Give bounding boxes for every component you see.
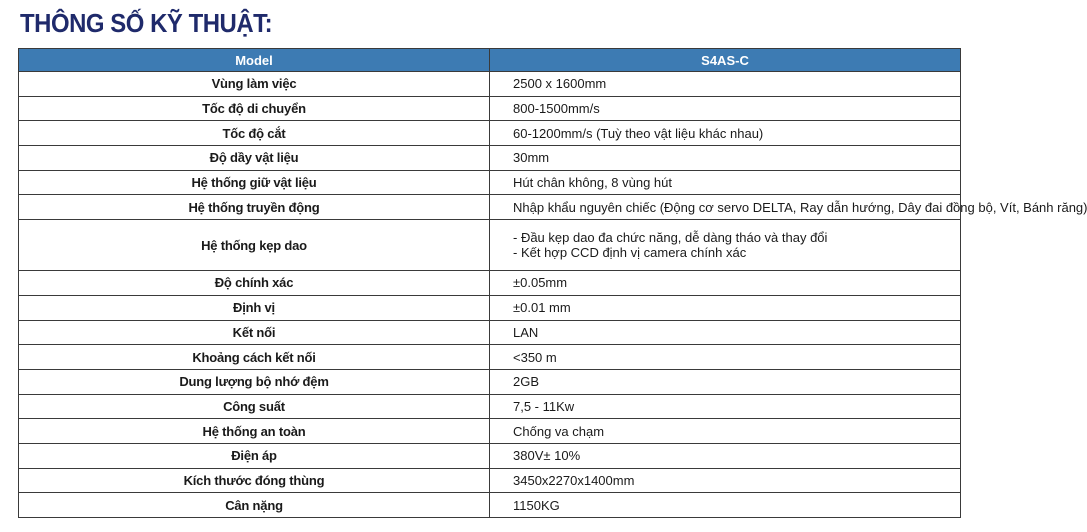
spec-value-line: 3450x2270x1400mm xyxy=(513,472,635,488)
spec-label: Hệ thống kẹp dao xyxy=(19,220,490,271)
spec-value xyxy=(490,121,961,146)
spec-value-line: Nhập khẩu nguyên chiếc (Động cơ servo DELTA, Ray dẫn hướng, Dây đai đồng bộ, Vít, Bánh răng) xyxy=(513,199,1087,215)
page-title: THÔNG SỐ KỸ THUẬT: xyxy=(20,8,273,38)
spec-label: Định vị xyxy=(19,295,490,320)
spec-label: Độ chính xác xyxy=(19,271,490,296)
spec-value xyxy=(490,146,961,171)
spec-value xyxy=(490,443,961,468)
spec-value xyxy=(490,419,961,444)
spec-value xyxy=(490,220,961,271)
spec-value xyxy=(490,195,1087,220)
table-row xyxy=(19,443,961,468)
spec-value xyxy=(490,369,961,394)
spec-value xyxy=(490,394,961,419)
spec-value-line: Chống va chạm xyxy=(513,423,605,439)
table-row xyxy=(19,394,961,419)
spec-table xyxy=(18,48,1087,518)
spec-table-body xyxy=(19,72,1087,518)
spec-value xyxy=(490,72,961,97)
spec-value xyxy=(490,271,961,296)
spec-value-line: 7,5 - 11Kw xyxy=(513,398,575,414)
spec-value xyxy=(490,320,961,345)
table-row xyxy=(19,493,961,518)
spec-label: Hệ thống an toàn xyxy=(19,419,490,444)
spec-value xyxy=(490,468,961,493)
spec-value xyxy=(490,170,961,195)
spec-value-line: ±0.05mm xyxy=(513,275,568,291)
spec-value-line: Hút chân không, 8 vùng hút xyxy=(513,175,673,191)
table-row xyxy=(19,345,961,370)
spec-label: Dung lượng bộ nhớ đệm xyxy=(19,369,490,394)
table-row xyxy=(19,295,961,320)
table-row xyxy=(19,146,961,171)
spec-label: Kết nối xyxy=(19,320,490,345)
spec-label: Tốc độ cắt xyxy=(19,121,490,146)
table-header-row xyxy=(19,49,961,72)
spec-label: Công suất xyxy=(19,394,490,419)
table-row xyxy=(19,468,961,493)
spec-value-line: 380V± 10% xyxy=(513,448,581,464)
spec-value xyxy=(490,96,961,121)
spec-value-line: 800-1500mm/s xyxy=(513,101,600,117)
spec-label: Cân nặng xyxy=(19,493,490,518)
table-row xyxy=(19,220,961,271)
table-row xyxy=(19,170,961,195)
table-row xyxy=(19,195,961,220)
spec-value-line: LAN xyxy=(513,324,539,340)
spec-label: Hệ thống truyền động xyxy=(19,195,490,220)
header-model-value: S4AS-C xyxy=(490,49,961,72)
spec-label: Kích thước đóng thùng xyxy=(19,468,490,493)
spec-value-line: 30mm xyxy=(513,150,550,166)
spec-label: Điện áp xyxy=(19,443,490,468)
spec-label: Tốc độ di chuyển xyxy=(19,96,490,121)
header-model-label: Model xyxy=(19,49,490,72)
spec-value-line: 1150KG xyxy=(513,497,560,513)
spec-value-line: 2GB xyxy=(513,374,540,390)
spec-value-line: <350 m xyxy=(513,349,557,365)
spec-value xyxy=(490,345,961,370)
spec-value-line: 60-1200mm/s (Tuỳ theo vật liệu khác nhau) xyxy=(513,125,764,141)
spec-label: Hệ thống giữ vật liệu xyxy=(19,170,490,195)
spec-value xyxy=(490,493,961,518)
table-row xyxy=(19,72,961,97)
spec-value-line: 2500 x 1600mm xyxy=(513,76,607,92)
table-row xyxy=(19,320,961,345)
spec-value xyxy=(490,295,961,320)
spec-value-line: - Kết hợp CCD định vị camera chính xác xyxy=(513,245,747,261)
table-row xyxy=(19,96,961,121)
table-row xyxy=(19,369,961,394)
spec-label: Độ dầy vật liệu xyxy=(19,146,490,171)
table-row xyxy=(19,271,961,296)
spec-value-line: - Đầu kẹp dao đa chức năng, dễ dàng tháo và thay đổi xyxy=(513,230,828,246)
spec-label: Vùng làm việc xyxy=(19,72,490,97)
spec-value-line: ±0.01 mm xyxy=(513,300,571,316)
spec-label: Khoảng cách kết nối xyxy=(19,345,490,370)
table-row xyxy=(19,419,961,444)
table-row xyxy=(19,121,961,146)
